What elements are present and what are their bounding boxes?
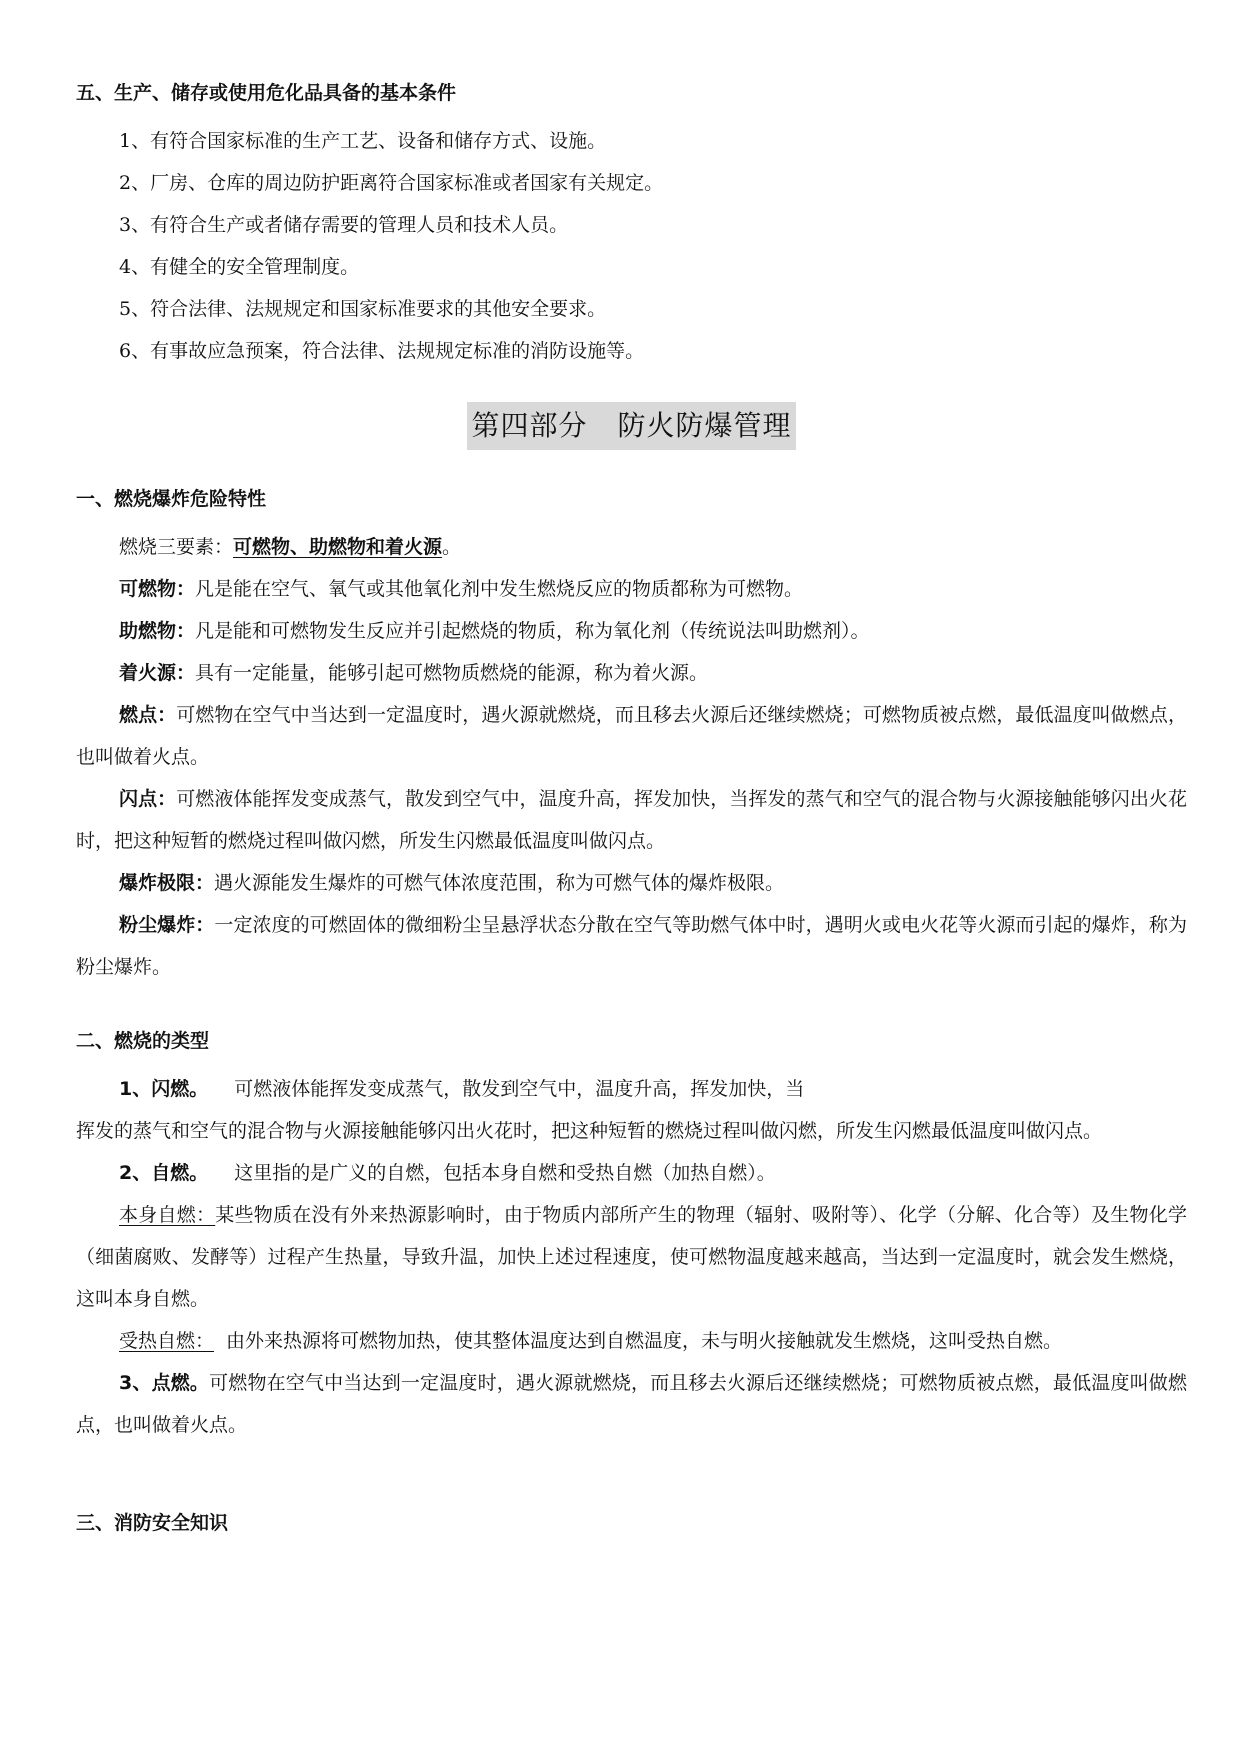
section-1-heading: 一、燃烧爆炸危险特性 bbox=[76, 488, 267, 510]
subtype-text: 某些物质在没有外来热源影响时，由于物质内部所产生的物理（辐射、吸附等）、化学（分解、化合等）及生物化学（细菌腐败、发酵等）过程产生热量，导致升温，加快上述过程速度，使可燃物温度越来越高，当达到一定温度时，就会发生燃烧，这叫本身自燃。 bbox=[76, 1204, 1187, 1310]
part-title bbox=[467, 402, 795, 450]
definition-ignition-source bbox=[76, 652, 1187, 694]
subtype-term: 本身自燃： bbox=[119, 1204, 216, 1226]
definition-text: 凡是能和可燃物发生反应并引起燃烧的物质，称为氧化剂（传统说法叫助燃剂）。 bbox=[195, 620, 870, 642]
definition-term: 着火源： bbox=[119, 662, 196, 684]
definition-dust-explosion bbox=[76, 904, 1187, 988]
type-term: 2、自燃。 bbox=[119, 1162, 209, 1184]
section-3-heading: 三、消防安全知识 bbox=[76, 1512, 229, 1534]
list-item: 3、有符合生产或者储存需要的管理人员和技术人员。 bbox=[119, 214, 569, 236]
three-elements-para bbox=[76, 526, 1187, 568]
definition-text: 凡是能在空气、氧气或其他氧化剂中发生燃烧反应的物质都称为可燃物。 bbox=[195, 578, 804, 600]
definition-term: 助燃物： bbox=[119, 620, 196, 642]
type-flash-line-2: 挥发的蒸气和空气的混合物与火源接触能够闪出火花时，把这种短暂的燃烧过程叫做闪燃，所发生闪燃最低温度叫做闪点。 bbox=[76, 1120, 1103, 1142]
definition-text: 可燃物在空气中当达到一定温度时，遇火源就燃烧，而且移去火源后还继续燃烧；可燃物质被点燃，最低温度叫做燃点，也叫做着火点。 bbox=[76, 704, 1187, 768]
definition-text: 遇火源能发生爆炸的可燃气体浓度范围，称为可燃气体的爆炸极限。 bbox=[214, 872, 785, 894]
part-title-name: 防火防爆管理 bbox=[617, 409, 792, 442]
definition-term: 粉尘爆炸： bbox=[119, 914, 215, 936]
type-text: 可燃液体能挥发变成蒸气，散发到空气中，温度升高，挥发加快，当 bbox=[234, 1078, 805, 1100]
type-term: 1、闪燃。 bbox=[119, 1078, 209, 1100]
definition-combustible bbox=[76, 568, 1187, 610]
type-flash-line-1 bbox=[76, 1068, 1187, 1110]
subtype-term: 受热自燃： bbox=[119, 1330, 215, 1352]
three-elements-suffix: 。 bbox=[442, 536, 462, 558]
conditions-list bbox=[76, 120, 1187, 372]
document-page bbox=[76, 80, 1187, 1536]
part-title-block bbox=[76, 402, 1187, 450]
definition-flash-point bbox=[76, 778, 1187, 862]
definition-term: 可燃物： bbox=[119, 578, 196, 600]
type-auto-ignition bbox=[76, 1152, 1187, 1194]
list-item: 6、有事故应急预案，符合法律、法规规定标准的消防设施等。 bbox=[119, 340, 645, 362]
type-self-heating bbox=[76, 1194, 1187, 1320]
type-heat-ignition bbox=[76, 1320, 1187, 1362]
type-ignition bbox=[76, 1362, 1187, 1446]
definition-term: 爆炸极限： bbox=[119, 872, 215, 894]
list-item: 1、有符合国家标准的生产工艺、设备和储存方式、设施。 bbox=[119, 130, 607, 152]
type-text: 可燃物在空气中当达到一定温度时，遇火源就燃烧，而且移去火源后还继续燃烧；可燃物质被点燃，最低温度叫做燃点，也叫做着火点。 bbox=[76, 1372, 1187, 1436]
section-5-heading: 五、生产、储存或使用危化品具备的基本条件 bbox=[76, 82, 457, 104]
definition-fire-point bbox=[76, 694, 1187, 778]
list-item: 4、有健全的安全管理制度。 bbox=[119, 256, 360, 278]
definition-text: 一定浓度的可燃固体的微细粉尘呈悬浮状态分散在空气等助燃气体中时，遇明火或电火花等火源而引起的爆炸，称为粉尘爆炸。 bbox=[76, 914, 1187, 978]
subtype-text: 由外来热源将可燃物加热，使其整体温度达到自燃温度，未与明火接触就发生燃烧，这叫受热自燃。 bbox=[226, 1330, 1063, 1352]
list-item: 5、符合法律、法规规定和国家标准要求的其他安全要求。 bbox=[119, 298, 607, 320]
part-title-number: 第四部分 bbox=[471, 409, 588, 442]
definition-term: 燃点： bbox=[119, 704, 177, 726]
type-term: 3、点燃。 bbox=[119, 1372, 210, 1394]
three-elements-value: 可燃物、助燃物和着火源 bbox=[233, 536, 443, 558]
definition-text: 具有一定能量，能够引起可燃物质燃烧的能源，称为着火源。 bbox=[195, 662, 709, 684]
list-item: 2、厂房、仓库的周边防护距离符合国家标准或者国家有关规定。 bbox=[119, 172, 664, 194]
definition-term: 闪点： bbox=[119, 788, 177, 810]
definition-text: 可燃液体能挥发变成蒸气，散发到空气中，温度升高，挥发加快，当挥发的蒸气和空气的混合物与火源接触能够闪出火花时，把这种短暂的燃烧过程叫做闪燃，所发生闪燃最低温度叫做闪点。 bbox=[76, 788, 1187, 852]
section-2-heading: 二、燃烧的类型 bbox=[76, 1030, 210, 1052]
definition-oxidizer bbox=[76, 610, 1187, 652]
three-elements-label: 燃烧三要素： bbox=[119, 536, 234, 558]
type-text: 这里指的是广义的自燃，包括本身自燃和受热自燃（加热自燃）。 bbox=[234, 1162, 776, 1184]
definition-explosion-limit bbox=[76, 862, 1187, 904]
